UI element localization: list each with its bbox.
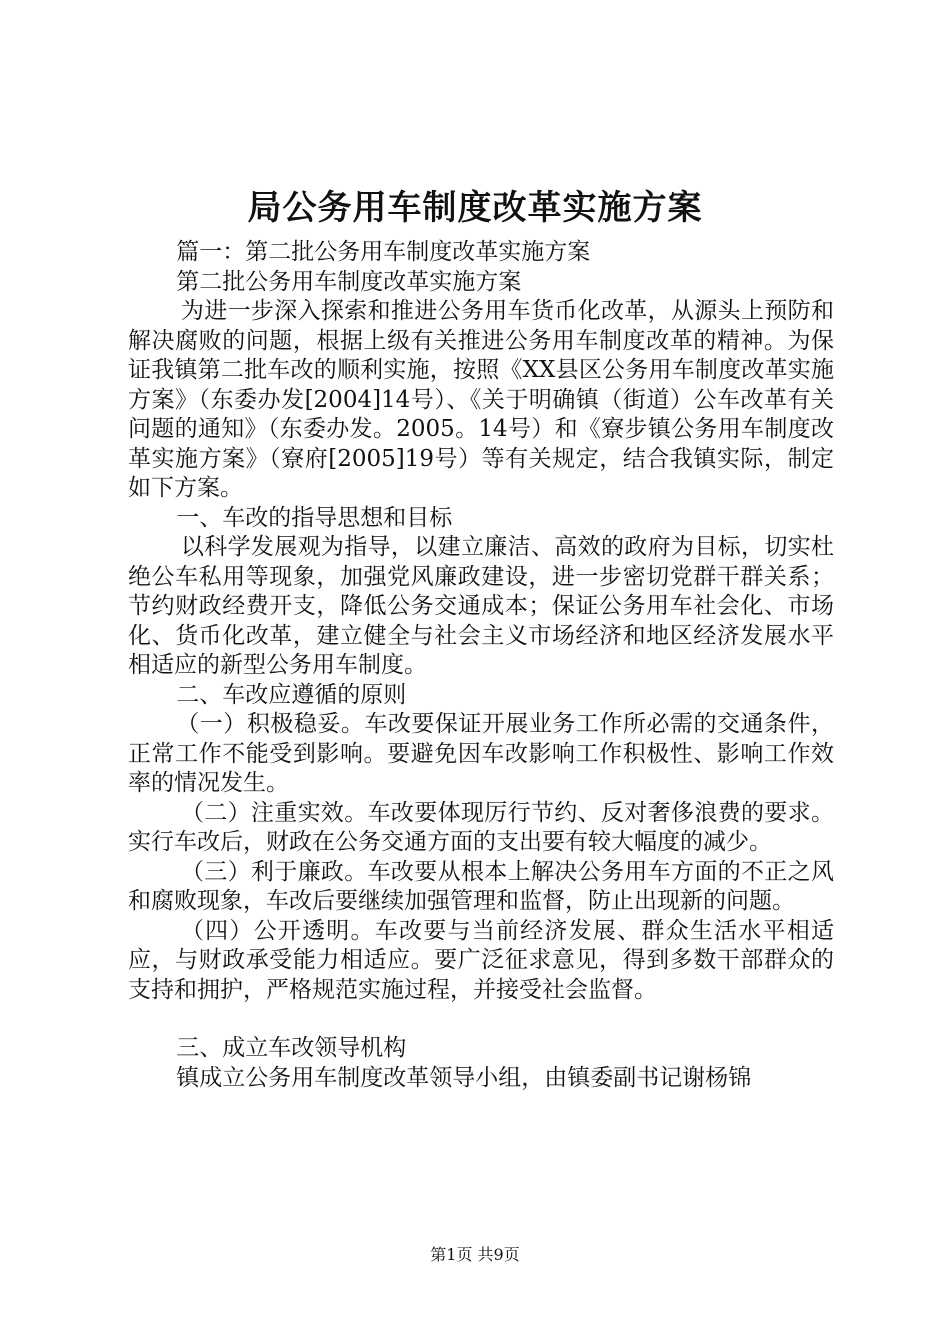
heading-principles: 二、车改应遵循的原则 bbox=[176, 681, 407, 708]
principle-2: （二）注重实效。车改要体现厉行节约、反对奢侈浪费的要求。实行车改后，财政在公务交通方面的支出要有较大幅度的减少。 bbox=[128, 799, 834, 855]
document-body bbox=[128, 238, 834, 1093]
intro-paragraph: 为进一步深入探索和推进公务用车货币化改革，从源头上预防和解决腐败的问题，根据上级有关推进公务用车制度改革的精神。为保证我镇第二批车改的顺利实施，按照《XX县区公务用车制度改革实施方案》（东委办发[2004]14号）、《关于明确镇（街道）公车改革有关问题的通知》（东委办发。2005。14号）和《寮步镇公务用车制度改革实施方案》（寮府[2005]19号）等有关规定，结合我镇实际，制定如下方案。 bbox=[128, 298, 834, 501]
principle-3: （三）利于廉政。车改要从根本上解决公务用车方面的不正之风和腐败现象，车改后要继续加强管理和监督，防止出现新的问题。 bbox=[128, 858, 834, 914]
heading-leadership: 三、成立车改领导机构 bbox=[176, 1035, 407, 1061]
section-heading-part-one: 篇一：第二批公务用车制度改革实施方案 bbox=[176, 239, 591, 265]
principle-4: （四）公开透明。车改要与当前经济发展、群众生活水平相适应，与财政承受能力相适应。要广泛征求意见，得到多数干部群众的支持和拥护，严格规范实施过程，并接受社会监督。 bbox=[128, 917, 834, 1003]
paragraph-guidance: 以科学发展观为指导，以建立廉洁、高效的政府为目标，切实杜绝公车私用等现象，加强党风廉政建设，进一步密切党群干群关系；节约财政经费开支，降低公务交通成本；保证公务用车社会化、市场化、货币化改革，建立健全与社会主义市场经济和地区经济发展水平相适应的新型公务用车制度。 bbox=[128, 534, 834, 678]
page-footer: 第1页 共9页 bbox=[430, 1245, 520, 1264]
paragraph-leadership: 镇成立公务用车制度改革领导小组，由镇委副书记谢杨锦 bbox=[176, 1064, 752, 1091]
heading-guiding-principles: 一、车改的指导思想和目标 bbox=[176, 504, 453, 531]
principle-1: （一）积极稳妥。车改要保证开展业务工作所必需的交通条件，正常工作不能受到影响。要避免因车改影响工作积极性、影响工作效率的情况发生。 bbox=[128, 711, 834, 796]
document-title: 局公务用车制度改革实施方案 bbox=[247, 188, 703, 228]
subtitle: 第二批公务用车制度改革实施方案 bbox=[176, 268, 522, 295]
